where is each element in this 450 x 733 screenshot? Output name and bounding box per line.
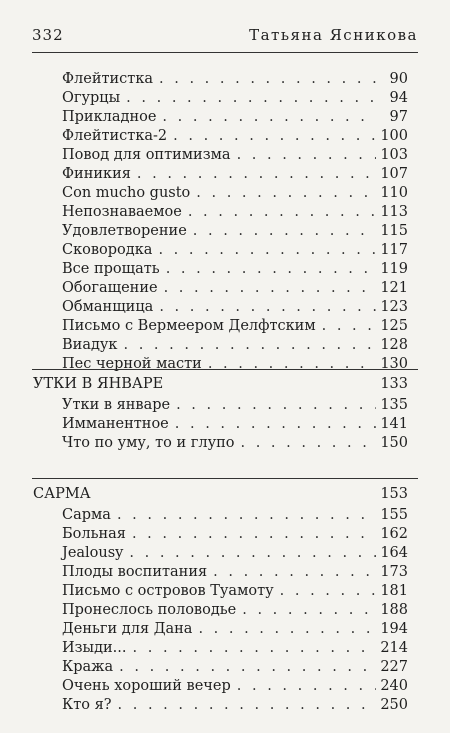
- entry-title: Что по уму, то и глупо: [62, 435, 235, 451]
- dot-leader: [242, 601, 376, 620]
- entry-title: Имманентное: [62, 416, 169, 432]
- entry-title: Повод для оптимизма: [62, 147, 231, 163]
- entry-page-number: 117: [380, 242, 408, 258]
- entry-title: Сковородка: [62, 242, 153, 258]
- toc-entry[interactable]: [62, 639, 408, 658]
- dot-leader: [126, 89, 376, 108]
- entry-page-number: 150: [380, 435, 408, 451]
- dot-leader: [166, 260, 376, 279]
- dot-leader: [237, 146, 376, 165]
- entry-title: Сарма: [62, 507, 111, 523]
- dot-leader: [133, 639, 376, 658]
- entry-page-number: 194: [380, 621, 408, 637]
- section-page-number: 153: [380, 486, 408, 502]
- section-page-number: 133: [380, 376, 408, 392]
- entry-page-number: 128: [380, 337, 408, 353]
- dot-leader: [237, 677, 376, 696]
- dot-leader: [159, 70, 376, 89]
- entry-page-number: 125: [380, 318, 408, 334]
- header-divider: [32, 52, 418, 53]
- toc-entry[interactable]: [62, 336, 408, 355]
- entry-title: Письмо с островов Туамоту: [62, 583, 274, 599]
- entry-title: Очень хороший вечер: [62, 678, 231, 694]
- dot-leader: [280, 582, 376, 601]
- entry-page-number: 162: [380, 526, 408, 542]
- toc-entry[interactable]: [62, 658, 408, 677]
- entry-page-number: 97: [389, 109, 408, 125]
- entry-title: Больная: [62, 526, 126, 542]
- toc-entry[interactable]: [62, 89, 408, 108]
- page-number: 332: [32, 26, 64, 44]
- toc-entry[interactable]: [62, 165, 408, 184]
- entry-page-number: 227: [380, 659, 408, 675]
- dot-leader: [193, 222, 376, 241]
- entry-title: Все прощать: [62, 261, 160, 277]
- entry-title: Обманщица: [62, 299, 154, 315]
- toc-entry[interactable]: [62, 525, 408, 544]
- toc-entry[interactable]: [62, 146, 408, 165]
- dot-leader: [164, 279, 376, 298]
- toc-entry[interactable]: [62, 279, 408, 298]
- section-divider: [32, 369, 418, 370]
- entry-page-number: 141: [380, 416, 408, 432]
- entry-page-number: 173: [380, 564, 408, 580]
- toc-entry[interactable]: [62, 544, 408, 563]
- entry-page-number: 123: [380, 299, 408, 315]
- toc-entry[interactable]: [62, 506, 408, 525]
- entry-title: Флейтистка-2: [62, 128, 168, 144]
- dot-leader: [129, 544, 376, 563]
- toc-entry[interactable]: [62, 677, 408, 696]
- entry-title: Пес черной масти: [62, 356, 202, 372]
- dot-leader: [198, 620, 376, 639]
- toc-entry[interactable]: [62, 696, 408, 715]
- entry-title: Con mucho gusto: [62, 185, 191, 201]
- entry-page-number: 188: [380, 602, 408, 618]
- toc-entry[interactable]: [62, 184, 408, 203]
- toc-entry[interactable]: [62, 317, 408, 336]
- section-title: САРМА: [33, 486, 91, 502]
- toc-entry[interactable]: [62, 601, 408, 620]
- toc-entry[interactable]: [62, 70, 408, 89]
- dot-leader: [119, 658, 376, 677]
- toc-entry[interactable]: [62, 563, 408, 582]
- dot-leader: [159, 298, 376, 317]
- dot-leader: [173, 127, 376, 146]
- entry-page-number: 240: [380, 678, 408, 694]
- toc-entry[interactable]: [62, 582, 408, 601]
- entry-page-number: 155: [380, 507, 408, 523]
- dot-leader: [137, 165, 376, 184]
- entry-title: Jealousy: [62, 545, 124, 561]
- entry-title: Пронеслось половодье: [62, 602, 237, 618]
- entry-page-number: 94: [389, 90, 408, 106]
- entry-title: Письмо с Вермеером Делфтским: [62, 318, 316, 334]
- dot-leader: [132, 525, 376, 544]
- entry-title: Изыди...: [62, 640, 127, 656]
- entry-title: Виадук: [62, 337, 118, 353]
- toc-entry[interactable]: [62, 620, 408, 639]
- entry-title: Удовлетворение: [62, 223, 187, 239]
- dot-leader: [124, 336, 377, 355]
- toc-section-heading[interactable]: [33, 485, 408, 504]
- entry-page-number: 90: [389, 71, 408, 87]
- toc-entry[interactable]: [62, 203, 408, 222]
- toc-entry[interactable]: [62, 415, 408, 434]
- entry-page-number: 214: [380, 640, 408, 656]
- toc-entry[interactable]: [62, 355, 408, 374]
- dot-leader: [175, 415, 376, 434]
- section-title: УТКИ В ЯНВАРЕ: [33, 376, 164, 392]
- entry-title: Плоды воспитания: [62, 564, 208, 580]
- toc-entry[interactable]: [62, 241, 408, 260]
- entry-title: Финикия: [62, 166, 131, 182]
- entry-title: Флейтистка: [62, 71, 154, 87]
- entry-title: Кто я?: [62, 697, 112, 713]
- entry-page-number: 110: [380, 185, 408, 201]
- entry-page-number: 181: [380, 583, 408, 599]
- running-header: [32, 26, 418, 48]
- dot-leader: [176, 396, 376, 415]
- toc-entry[interactable]: [62, 222, 408, 241]
- entry-title: Обогащение: [62, 280, 158, 296]
- dot-leader: [208, 355, 376, 374]
- entry-page-number: 113: [380, 204, 408, 220]
- toc-entry[interactable]: [62, 434, 408, 453]
- entry-page-number: 100: [380, 128, 408, 144]
- toc-section-heading[interactable]: [33, 375, 408, 394]
- entry-page-number: 121: [380, 280, 408, 296]
- entry-title: Кража: [62, 659, 114, 675]
- dot-leader: [241, 434, 377, 453]
- entry-page-number: 115: [380, 223, 408, 239]
- entry-page-number: 103: [380, 147, 408, 163]
- entry-title: Прикладное: [62, 109, 157, 125]
- toc-entry[interactable]: [62, 298, 408, 317]
- toc-entry[interactable]: [62, 260, 408, 279]
- toc-entry[interactable]: [62, 396, 408, 415]
- dot-leader: [196, 184, 376, 203]
- dot-leader: [188, 203, 376, 222]
- entry-title: Огурцы: [62, 90, 121, 106]
- entry-title: Деньги для Дана: [62, 621, 193, 637]
- dot-leader: [162, 108, 376, 127]
- entry-page-number: 119: [380, 261, 408, 277]
- toc-entry[interactable]: [62, 108, 408, 127]
- entry-page-number: 250: [380, 697, 408, 713]
- dot-leader: [322, 317, 376, 336]
- dot-leader: [158, 241, 376, 260]
- entry-title: Утки в январе: [62, 397, 171, 413]
- entry-page-number: 107: [380, 166, 408, 182]
- entry-page-number: 164: [380, 545, 408, 561]
- entry-page-number: 135: [380, 397, 408, 413]
- dot-leader: [213, 563, 376, 582]
- entry-page-number: 130: [380, 356, 408, 372]
- author-name: Татьяна Ясникова: [249, 26, 418, 44]
- toc-entry[interactable]: [62, 127, 408, 146]
- dot-leader: [118, 696, 376, 715]
- section-divider: [32, 478, 418, 479]
- dot-leader: [117, 506, 376, 525]
- entry-title: Непознаваемое: [62, 204, 182, 220]
